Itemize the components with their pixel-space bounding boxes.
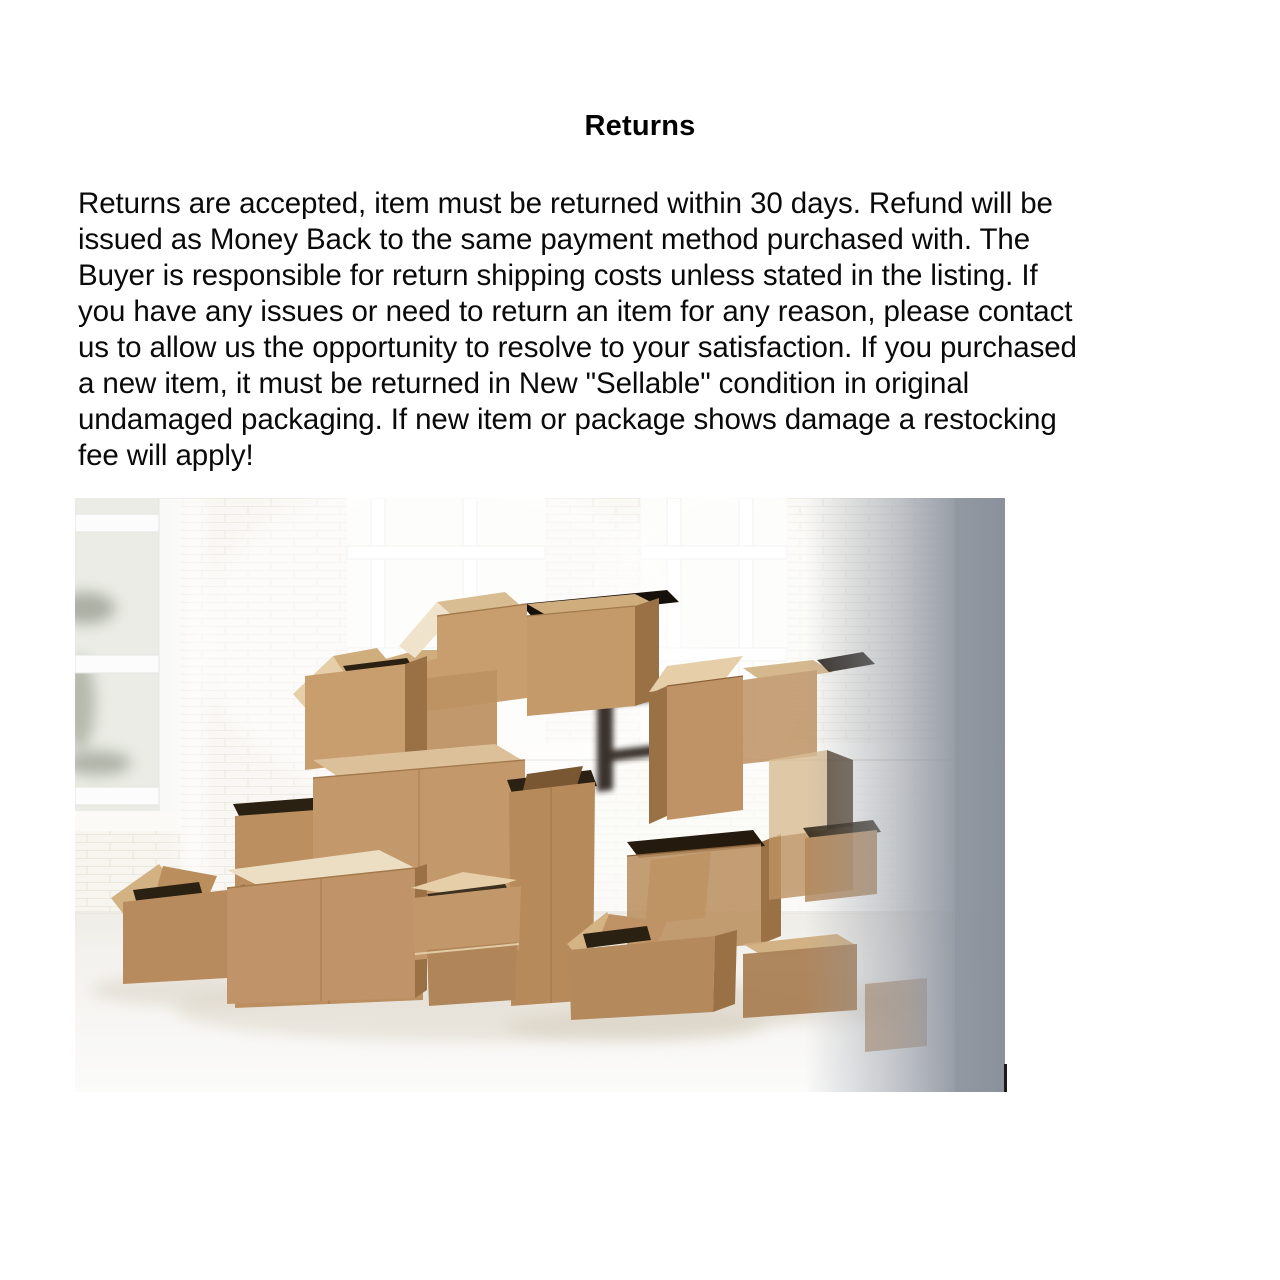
page-title: Returns: [584, 110, 696, 142]
text-cursor-mark: [1004, 1064, 1007, 1092]
box-large-top: [527, 594, 659, 716]
left-window: [75, 498, 185, 923]
cardboard-boxes-photo: [75, 498, 1005, 1092]
policy-line: us to allow us the opportunity to resolve to your satisfaction. If you purchased: [78, 331, 1077, 364]
box-tall-open-lid: [649, 656, 743, 824]
policy-line: issued as Money Back to the same payment method purchased with. The: [78, 223, 1031, 256]
policy-line: fee will apply!: [78, 439, 254, 472]
policy-line: you have any issues or need to return an item for any reason, please contact: [78, 295, 1073, 328]
policy-line: undamaged packaging. If new item or package shows damage a restocking: [78, 403, 1057, 436]
policy-line: a new item, it must be returned in New "Sellable" condition in original: [78, 367, 970, 400]
returns-policy-text: [78, 186, 1077, 474]
boxes-photo-graphic: [75, 498, 1005, 1092]
box-large-front: [227, 850, 427, 1004]
policy-line: Returns are accepted, item must be returned within 30 days. Refund will be: [78, 187, 1053, 220]
gray-wall-edge-core: [955, 498, 1005, 1092]
policy-line: Buyer is responsible for return shipping costs unless stated in the listing. If: [78, 259, 1038, 292]
